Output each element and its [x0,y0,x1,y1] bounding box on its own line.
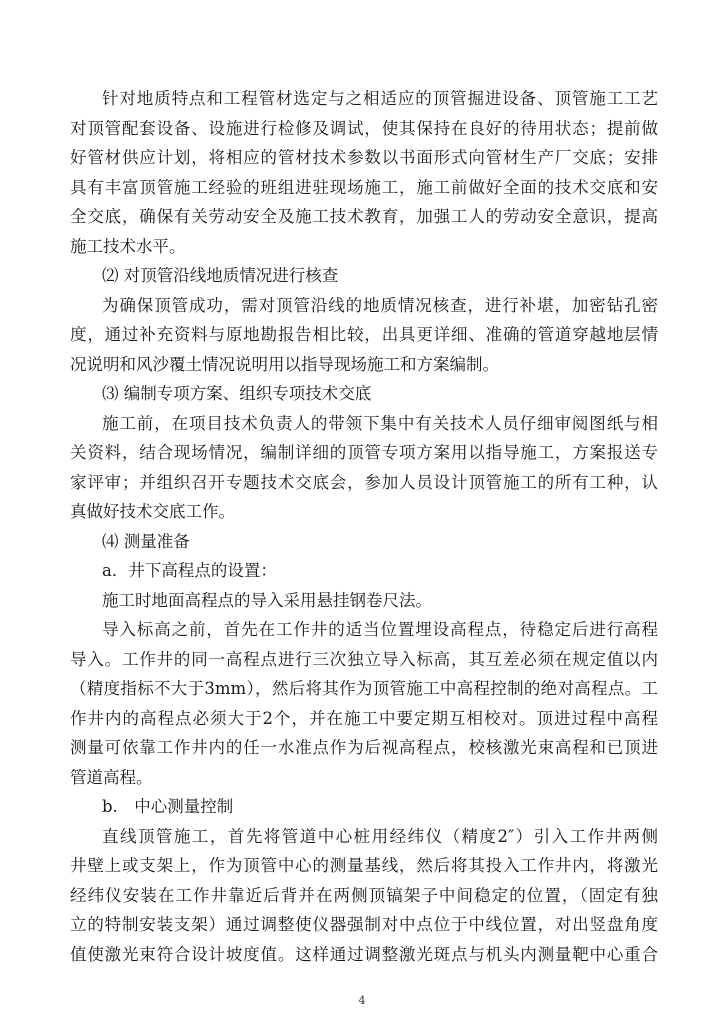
paragraph-line: 井壁上或支架上，作为顶管中心的测量基线，然后将其投入工作井内，将激光 [70,856,658,875]
paragraph-line: 施工前，在项目技术负责人的带领下集中有关技术人员仔细审阅图纸与相 [102,413,658,433]
section-heading: ⑵ 对顶管沿线地质情况进行核查 [102,266,339,285]
paragraph-line: 关资料，结合现场情况，编制详细的顶管专项方案用以指导施工，方案报送专 [70,443,658,462]
paragraph-line: 立的特制安装支架）通过调整使仪器强制对中点位于中线位置，对出竖盘角度 [70,915,658,934]
paragraph-line: 经纬仪安装在工作井靠近后背并在两侧顶镐架子中间稳定的位置，（固定有独 [70,885,658,905]
paragraph-line: 具有丰富顶管施工经验的班组进驻现场施工，施工前做好全面的技术交底和安 [70,177,658,197]
paragraph-line: 施工技术水平。 [70,236,186,256]
subsection-heading: b. 中心测量控制 [102,797,234,816]
paragraph-line: 全交底，确保有关劳动安全及施工技术教育，加强工人的劳动安全意识，提高 [70,207,658,226]
paragraph-line: 家评审；并组织召开专题技术交底会，参加人员设计顶管施工的所有工种，认 [70,472,658,492]
document-body [70,84,658,969]
page-number: 4 [358,994,366,1007]
paragraph-line: 针对地质特点和工程管材选定与之相适应的顶管掘进设备、顶管施工工艺 [102,89,658,108]
paragraph-line: 值使激光束符合设计坡度值。这样通过调整激光斑点与机头内测量靶中心重合 [70,944,658,964]
paragraph-line: 好管材供应计划，将相应的管材技术参数以书面形式向管材生产厂交底；安排 [70,148,658,167]
section-heading: ⑷ 测量准备 [102,531,190,551]
paragraph-line: （精度指标不大于3mm），然后将其作为顶管施工中高程控制的绝对高程点。工 [70,679,658,698]
paragraph-line: 对顶管配套设备、设施进行检修及调试，使其保持在良好的待用状态；提前做 [70,118,658,138]
paragraph-line: 直线顶管施工，首先将管道中心桩用经纬仪（精度2″）引入工作井两侧 [102,826,658,846]
paragraph-line: 导入标高之前，首先在工作井的适当位置埋设高程点，待稳定后进行高程 [102,620,658,639]
paragraph-line: 施工时地面高程点的导入采用悬挂钢卷尺法。 [102,590,432,610]
paragraph-line: 况说明和风沙覆土情况说明用以指导现场施工和方案编制。 [70,354,499,374]
paragraph-line: 为确保顶管成功，需对顶管沿线的地质情况核查，进行补堪，加密钻孔密 [102,295,658,315]
paragraph-line: 管道高程。 [70,767,153,787]
paragraph-line: 真做好技术交底工作。 [70,502,235,521]
paragraph-line: 度，通过补充资料与原地勘报告相比较，出具更详细、准确的管道穿越地层情 [70,325,658,344]
paragraph-line: 导入。工作井的同一高程点进行三次独立导入标高，其互差必须在规定值以内 [70,649,658,669]
paragraph-line: 测量可依靠工作井内的任一水准点作为后视高程点，校核激光束高程和已顶进 [70,738,658,757]
section-heading: ⑶ 编制专项方案、组织专项技术交底 [102,384,372,403]
subsection-heading: a．井下高程点的设置： [102,561,277,580]
paragraph-line: 作井内的高程点必须大于2个，并在施工中要定期互相校对。顶进过程中高程 [70,708,658,728]
